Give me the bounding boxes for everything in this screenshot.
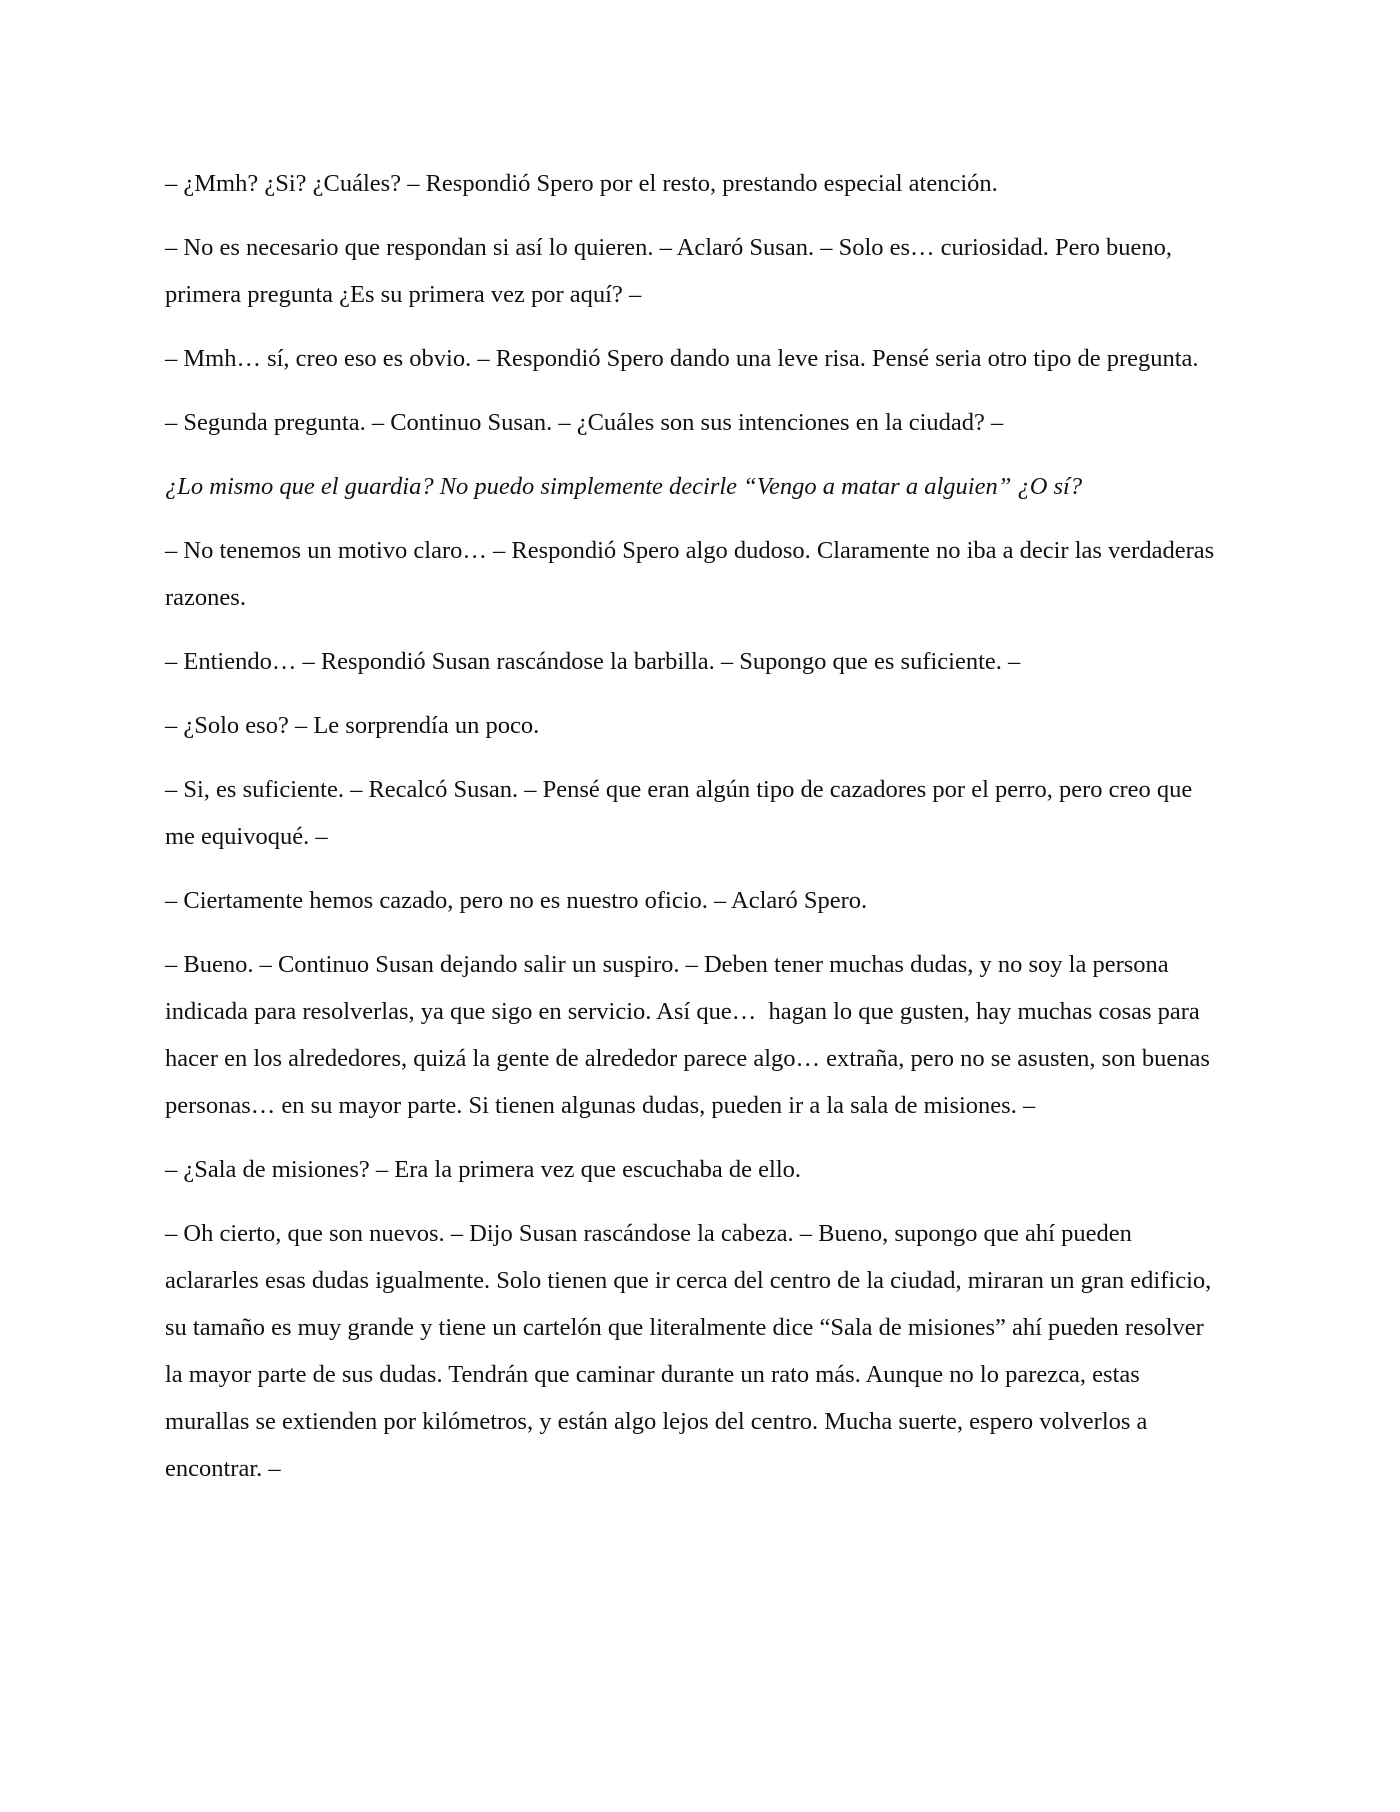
paragraph-2: – No es necesario que respondan si así lo quieren. – Aclaró Susan. – Solo es… curiosidad. Pero bueno, primera pregunta ¿Es su primera vez por aquí? – <box>165 234 1179 308</box>
paragraph-12: – ¿Sala de misiones? – Era la primera vez que escuchaba de ello. <box>165 1156 802 1183</box>
paragraph-1: – ¿Mmh? ¿Si? ¿Cuáles? – Respondió Spero por el resto, prestando especial atención. <box>165 170 998 197</box>
paragraph-8: – ¿Solo eso? – Le sorprendía un poco. <box>165 712 540 739</box>
paragraph-5-italic-thought: ¿Lo mismo que el guardia? No puedo simplemente decirle “Vengo a matar a alguien” ¿O sí? <box>165 473 1083 500</box>
paragraph-7: – Entiendo… – Respondió Susan rascándose la barbilla. – Supongo que es suficiente. – <box>165 648 1021 675</box>
document-page <box>165 160 1225 1509</box>
paragraph-4: – Segunda pregunta. – Continuo Susan. – ¿Cuáles son sus intenciones en la ciudad? – <box>165 409 1004 436</box>
paragraph-6: – No tenemos un motivo claro… – Respondió Spero algo dudoso. Claramente no iba a decir las verdaderas razones. <box>165 537 1221 611</box>
paragraph-3: – Mmh… sí, creo eso es obvio. – Respondió Spero dando una leve risa. Pensé seria otro tipo de pregunta. <box>165 345 1199 372</box>
paragraph-9: – Si, es suficiente. – Recalcó Susan. – Pensé que eran algún tipo de cazadores por el perro, pero creo que me equivoqué. – <box>165 776 1199 850</box>
paragraph-10: – Ciertamente hemos cazado, pero no es nuestro oficio. – Aclaró Spero. <box>165 887 868 914</box>
paragraph-13: – Oh cierto, que son nuevos. – Dijo Susan rascándose la cabeza. – Bueno, supongo que ahí pueden aclararles esas dudas igualmente. Solo tienen que ir cerca del centro de la ciudad, miraran un gran edificio, su tamaño es muy grande y tiene un cartelón que literalmente dice “Sala de misiones” ahí pueden resolver la mayor parte de sus dudas. Tendrán que caminar durante un rato más. Aunque no lo parezca, estas murallas se extienden por kilómetros, y están algo lejos del centro. Mucha suerte, espero volverlos a encontrar. – <box>165 1220 1218 1482</box>
paragraph-11: – Bueno. – Continuo Susan dejando salir un suspiro. – Deben tener muchas dudas, y no soy la persona indicada para resolverlas, ya que sigo en servicio. Así que… hagan lo que gusten, hay muchas cosas para hacer en los alrededores, quizá la gente de alrededor parece algo… extraña, pero no se asusten, son buenas personas… en su mayor parte. Si tienen algunas dudas, pueden ir a la sala de misiones. – <box>165 951 1216 1119</box>
